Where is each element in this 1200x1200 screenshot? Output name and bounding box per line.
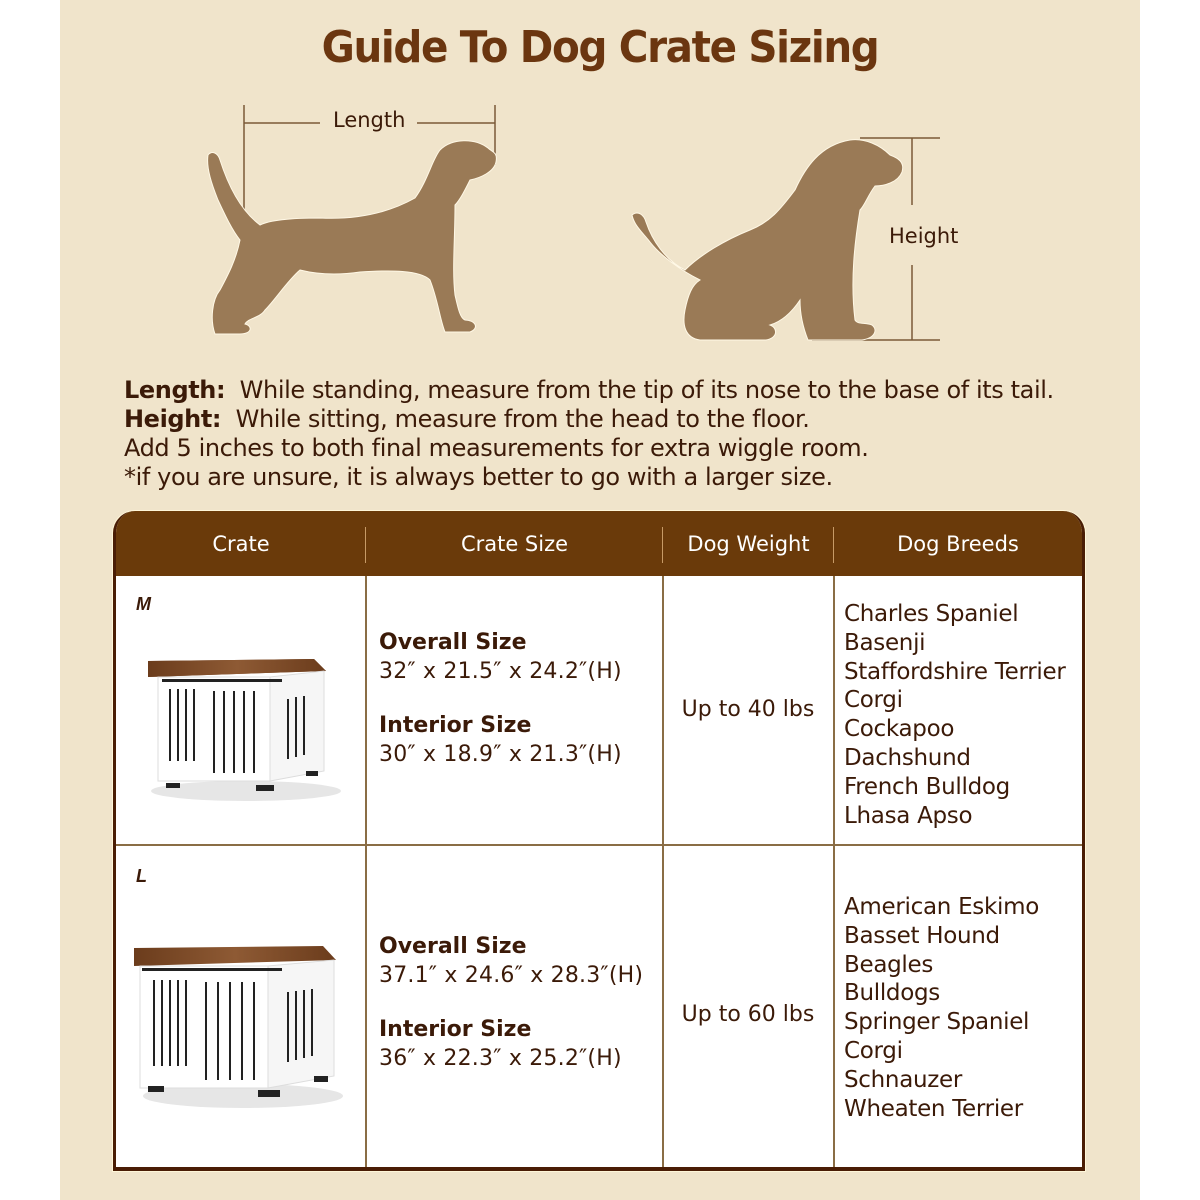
- breed-item: Basset Hound: [844, 922, 1000, 949]
- column-divider: [833, 576, 835, 1171]
- interior-size-value: 36″ x 22.3″ x 25.2″(H): [379, 1046, 622, 1071]
- height-label: Height: [889, 224, 959, 248]
- length-instruction-label: Length:: [124, 376, 226, 404]
- crate-l-breed-list: [844, 893, 1039, 1123]
- interior-size-label: Interior Size: [379, 1017, 532, 1042]
- table-header: [116, 511, 1082, 576]
- header-dog-breeds: Dog Breeds: [897, 531, 1019, 556]
- wiggle-room-note: Add 5 inches to both final measurements for extra wiggle room.: [124, 434, 869, 462]
- larger-size-note: *if you are unsure, it is always better to go with a larger size.: [124, 463, 833, 491]
- breed-item: Corgi: [844, 687, 903, 714]
- crate-l-image: [128, 936, 353, 1116]
- breed-item: Schnauzer: [844, 1066, 963, 1093]
- overall-size-value: 32″ x 21.5″ x 24.2″(H): [379, 659, 622, 684]
- crate-l-size-cell: [379, 933, 643, 1073]
- breed-item: Wheaten Terrier: [844, 1095, 1023, 1122]
- crate-l-weight: Up to 60 lbs: [681, 1002, 815, 1027]
- header-dog-weight: Dog Weight: [687, 531, 810, 556]
- breed-item: French Bulldog: [844, 773, 1010, 800]
- breed-item: American Eskimo: [844, 894, 1039, 920]
- guide-panel: [60, 0, 1140, 1200]
- column-divider: [365, 576, 367, 1171]
- height-instruction-text: While sitting, measure from the head to the floor.: [235, 405, 810, 433]
- height-instruction: [124, 405, 1084, 434]
- height-instruction-label: Height:: [124, 405, 222, 433]
- overall-size-label: Overall Size: [379, 934, 527, 959]
- standing-dog-icon: [208, 141, 497, 334]
- interior-size-value: 30″ x 18.9″ x 21.3″(H): [379, 742, 622, 767]
- crate-m-image: [136, 651, 346, 806]
- interior-size-label: Interior Size: [379, 713, 532, 738]
- length-label: Length: [333, 108, 406, 132]
- breed-item: Bulldogs: [844, 980, 940, 1007]
- header-crate: Crate: [212, 531, 270, 556]
- measurement-instructions: [124, 376, 1084, 492]
- crate-m-size-cell: [379, 629, 622, 769]
- overall-size-value: 37.1″ x 24.6″ x 28.3″(H): [379, 963, 644, 988]
- size-tag-l: L: [136, 866, 147, 886]
- breed-item: Staffordshire Terrier: [844, 658, 1066, 685]
- overall-size-label: Overall Size: [379, 630, 527, 655]
- crate-m-breed-list: [844, 600, 1066, 830]
- page-title: Guide To Dog Crate Sizing: [321, 22, 879, 73]
- breed-item: Cockapoo: [844, 716, 955, 743]
- length-instruction: [124, 376, 1084, 405]
- length-instruction-text: While standing, measure from the tip of its nose to the base of its tail.: [239, 376, 1054, 404]
- sitting-dog-icon: [632, 140, 903, 340]
- crate-m-weight: Up to 40 lbs: [681, 697, 815, 722]
- breed-item: Lhasa Apso: [844, 802, 973, 829]
- column-divider: [662, 576, 664, 1171]
- breed-item: Dachshund: [844, 744, 971, 771]
- header-crate-size: Crate Size: [460, 531, 569, 556]
- breed-item: Corgi: [844, 1037, 903, 1064]
- row-divider: [116, 844, 1082, 846]
- crate-size-table: [113, 511, 1085, 1171]
- size-tag-m: M: [136, 594, 151, 614]
- breed-item: Beagles: [844, 951, 934, 978]
- breed-item: Charles Spaniel: [844, 601, 1019, 627]
- breed-item: Springer Spaniel: [844, 1009, 1030, 1036]
- dog-measurement-illustration: [60, 0, 1140, 360]
- breed-item: Basenji: [844, 629, 926, 656]
